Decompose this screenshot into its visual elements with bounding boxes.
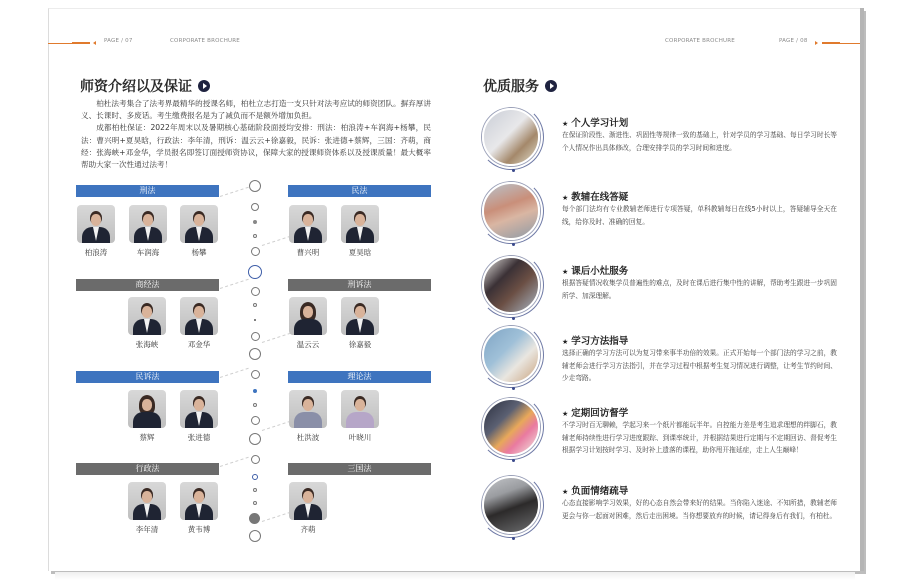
- teacher-name: 车润海: [136, 248, 160, 257]
- teacher-card: [180, 297, 218, 350]
- teacher-name: 叶晓川: [348, 433, 372, 442]
- teacher-name: 蔡辉: [139, 433, 155, 442]
- star-icon: ★: [562, 120, 569, 128]
- teacher-photo: [180, 390, 218, 428]
- teacher-name: 夏昊晗: [348, 248, 372, 257]
- teachers-title-text: 师资介绍以及保证: [80, 79, 192, 95]
- teacher-card: [180, 205, 218, 258]
- service-image-emotional-support: [482, 476, 540, 534]
- timeline-node: [251, 332, 260, 341]
- teacher-name: 温云云: [296, 340, 320, 349]
- service-description: 根据答疑情况收集学员普遍性的难点，及时在课后进行集中性的讲解，帮助考生跟进一步巩固所学、加深理解。: [562, 279, 837, 300]
- service-title: ★ 课后小灶服务: [562, 266, 629, 277]
- teacher-photo: [180, 482, 218, 520]
- teacher-name: 齐萌: [300, 525, 316, 534]
- service-image-after-class: [482, 256, 540, 314]
- timeline-node: [251, 370, 260, 379]
- teacher-name: 徐嘉毅: [348, 340, 372, 349]
- timeline-node: [249, 348, 261, 360]
- teacher-card: [180, 482, 218, 535]
- timeline-node: [251, 455, 260, 464]
- ring-dot: [512, 459, 515, 462]
- ring-dot: [512, 243, 515, 246]
- service-image-study-plan: [482, 108, 540, 166]
- service-description: 不学习时百无聊赖，学起习来一个纸片都能玩半年。自控能力差是考生追求理想的绊脚石，教辅老师持续性进行学习进度跟踪、到课率统计，并根据结果进行定期与不定期回访、督促考生根据学习计划按时学习、及时补上遗落的课程，助你甩开拖延症，走上人生巅峰！: [562, 421, 837, 454]
- service-title: ★ 个人学习计划: [562, 118, 629, 129]
- timeline-node: [253, 501, 257, 505]
- timeline-node: [253, 488, 257, 492]
- teacher-name: 邓金华: [187, 340, 211, 349]
- ring-dot: [512, 537, 515, 540]
- page-number-left: PAGE / 07: [104, 38, 133, 44]
- star-icon: ★: [562, 194, 569, 202]
- timeline-node: [251, 416, 260, 425]
- subject-bar-administrative-law: 行政法: [76, 463, 219, 475]
- teacher-card: [289, 297, 327, 350]
- star-icon: ★: [562, 268, 569, 276]
- teacher-name: 曹兴明: [296, 248, 320, 257]
- page-number-right: PAGE / 08: [779, 38, 808, 44]
- service-title: ★ 负面情绪疏导: [562, 486, 629, 497]
- subject-bar-commercial-law: 商经法: [76, 279, 219, 291]
- teacher-photo: [341, 205, 379, 243]
- teacher-photo: [289, 390, 327, 428]
- arrow-left-icon: [93, 41, 96, 45]
- teacher-photo: [289, 297, 327, 335]
- service-description: 每个部门法均有专业教辅老师进行专项答疑，单科教辅每日在线5小时以上，答疑辅导全天在线，给你及时、准确的回复。: [562, 205, 837, 226]
- timeline-node: [251, 247, 260, 256]
- subject-bar-international-law: 三国法: [288, 463, 431, 475]
- service-title: ★ 教辅在线答疑: [562, 192, 629, 203]
- teacher-name: 张进德: [187, 433, 211, 442]
- service-description: 心态直接影响学习效果，好的心态自然会带来好的结果。当你陷入迷途、不知所措，教辅老师更会与你一起面对困难，然后走出困境。当你想要放弃的时候，请记得身后有我们，有柏杜。: [562, 499, 837, 520]
- timeline-node-active: [248, 265, 262, 279]
- service-description: 在保证阶段性、渐进性、巩固性等规律一致的基础上，针对学员的学习基础、每日学习时长等个人情况作出具体修改，合理安排学员的学习时间和进度。: [562, 131, 837, 152]
- teacher-card: [129, 205, 167, 258]
- timeline-node: [254, 319, 256, 321]
- brochure-label-left: CORPORATE BROCHURE: [170, 38, 240, 44]
- teacher-card: [289, 205, 327, 258]
- teacher-photo: [341, 297, 379, 335]
- intro-paragraph: 柏杜法考集合了法考界最精华的授课名师，柏杜立志打造一支只针对法考应试的师资团队。摒弃厚讲义、长课时、多废话。考生缴费报名是为了减负而不是额外增加负担。: [81, 99, 431, 121]
- ring-dot: [512, 169, 515, 172]
- timeline-node: [251, 287, 260, 296]
- subject-bar-criminal-law: 刑法: [76, 185, 219, 197]
- teacher-card: [341, 390, 379, 443]
- header-accent-bar-left: [72, 42, 90, 44]
- timeline-node: [253, 303, 257, 307]
- service-title: ★ 定期回访督学: [562, 408, 629, 419]
- timeline-node: [249, 433, 261, 445]
- teacher-name: 张海峡: [135, 340, 159, 349]
- subject-bar-criminal-procedure: 刑诉法: [288, 279, 431, 291]
- services-section-title: [483, 76, 557, 96]
- page-edge: [860, 8, 864, 571]
- teacher-photo: [77, 205, 115, 243]
- service-image-online-qa: [482, 182, 540, 240]
- subject-bar-civil-procedure: 民诉法: [76, 371, 219, 383]
- teachers-section-title: [80, 76, 210, 96]
- teacher-card: [341, 297, 379, 350]
- teacher-photo: [128, 482, 166, 520]
- teacher-name: 黄韦博: [187, 525, 211, 534]
- teacher-name: 李年清: [135, 525, 159, 534]
- teacher-photo: [180, 297, 218, 335]
- teacher-photo: [289, 482, 327, 520]
- timeline-node: [249, 180, 261, 192]
- teacher-card: [128, 297, 166, 350]
- teacher-card: [128, 390, 166, 443]
- arrow-right-icon: [815, 41, 818, 45]
- service-title: ★ 学习方法指导: [562, 336, 629, 347]
- intro-paragraph: 成都柏杜保证：2022年周末以及暑期核心基础阶段面授均安排：刑法：柏浪涛+车润海+杨攀，民法：曹兴明+夏昊晗，行政法：李年清，刑诉：温云云+徐嘉毅，民诉：张进德+蔡辉，三国：齐萌，商经：张海峡+邓金华，学员报名即签订面授师资协议，保障大家的授课师资体系以及授课质量！最大概率帮助大家一次性通过法考！: [81, 123, 431, 170]
- teacher-card: [341, 205, 379, 258]
- brochure-label-right: CORPORATE BROCHURE: [665, 38, 735, 44]
- teacher-card: [77, 205, 115, 258]
- service-image-study-method: [482, 326, 540, 384]
- teacher-photo: [129, 205, 167, 243]
- header-accent-line-right: [822, 43, 860, 44]
- star-icon: ★: [562, 410, 569, 418]
- star-icon: ★: [562, 488, 569, 496]
- teacher-card: [128, 482, 166, 535]
- teacher-photo: [128, 297, 166, 335]
- timeline-node: [249, 530, 261, 542]
- timeline-node: [253, 220, 257, 224]
- star-icon: ★: [562, 338, 569, 346]
- teacher-name: 杨攀: [191, 248, 207, 257]
- service-image-follow-up: [482, 398, 540, 456]
- ring-dot: [512, 317, 515, 320]
- timeline-node-filled: [249, 513, 260, 524]
- subject-bar-civil-law: 民法: [288, 185, 431, 197]
- timeline-node: [253, 403, 257, 407]
- teacher-photo: [128, 390, 166, 428]
- teacher-photo: [180, 205, 218, 243]
- timeline-node: [251, 203, 259, 211]
- timeline-node-blue: [252, 474, 258, 480]
- services-title-text: 优质服务: [483, 79, 539, 95]
- intro-text: [81, 98, 431, 171]
- play-icon: [545, 80, 557, 92]
- play-icon: [198, 80, 210, 92]
- timeline-node-blue: [253, 389, 257, 393]
- timeline-node: [253, 234, 257, 238]
- teacher-photo: [341, 390, 379, 428]
- teacher-card: [289, 390, 327, 443]
- teacher-card: [289, 482, 327, 535]
- page-shadow: [55, 572, 855, 580]
- service-description: 选择正确的学习方法可以为复习带来事半功倍的效果。正式开始每一个部门法的学习之前，教辅老师会进行学习方法指引，并在学习过程中根据考生复习情况进行调整，让考生节约时间、少走弯路。: [562, 349, 837, 382]
- teacher-card: [180, 390, 218, 443]
- teacher-name: 柏浪涛: [84, 248, 108, 257]
- subject-bar-legal-theory: 理论法: [288, 371, 431, 383]
- teacher-photo: [289, 205, 327, 243]
- ring-dot: [512, 387, 515, 390]
- teacher-name: 杜洪波: [296, 433, 320, 442]
